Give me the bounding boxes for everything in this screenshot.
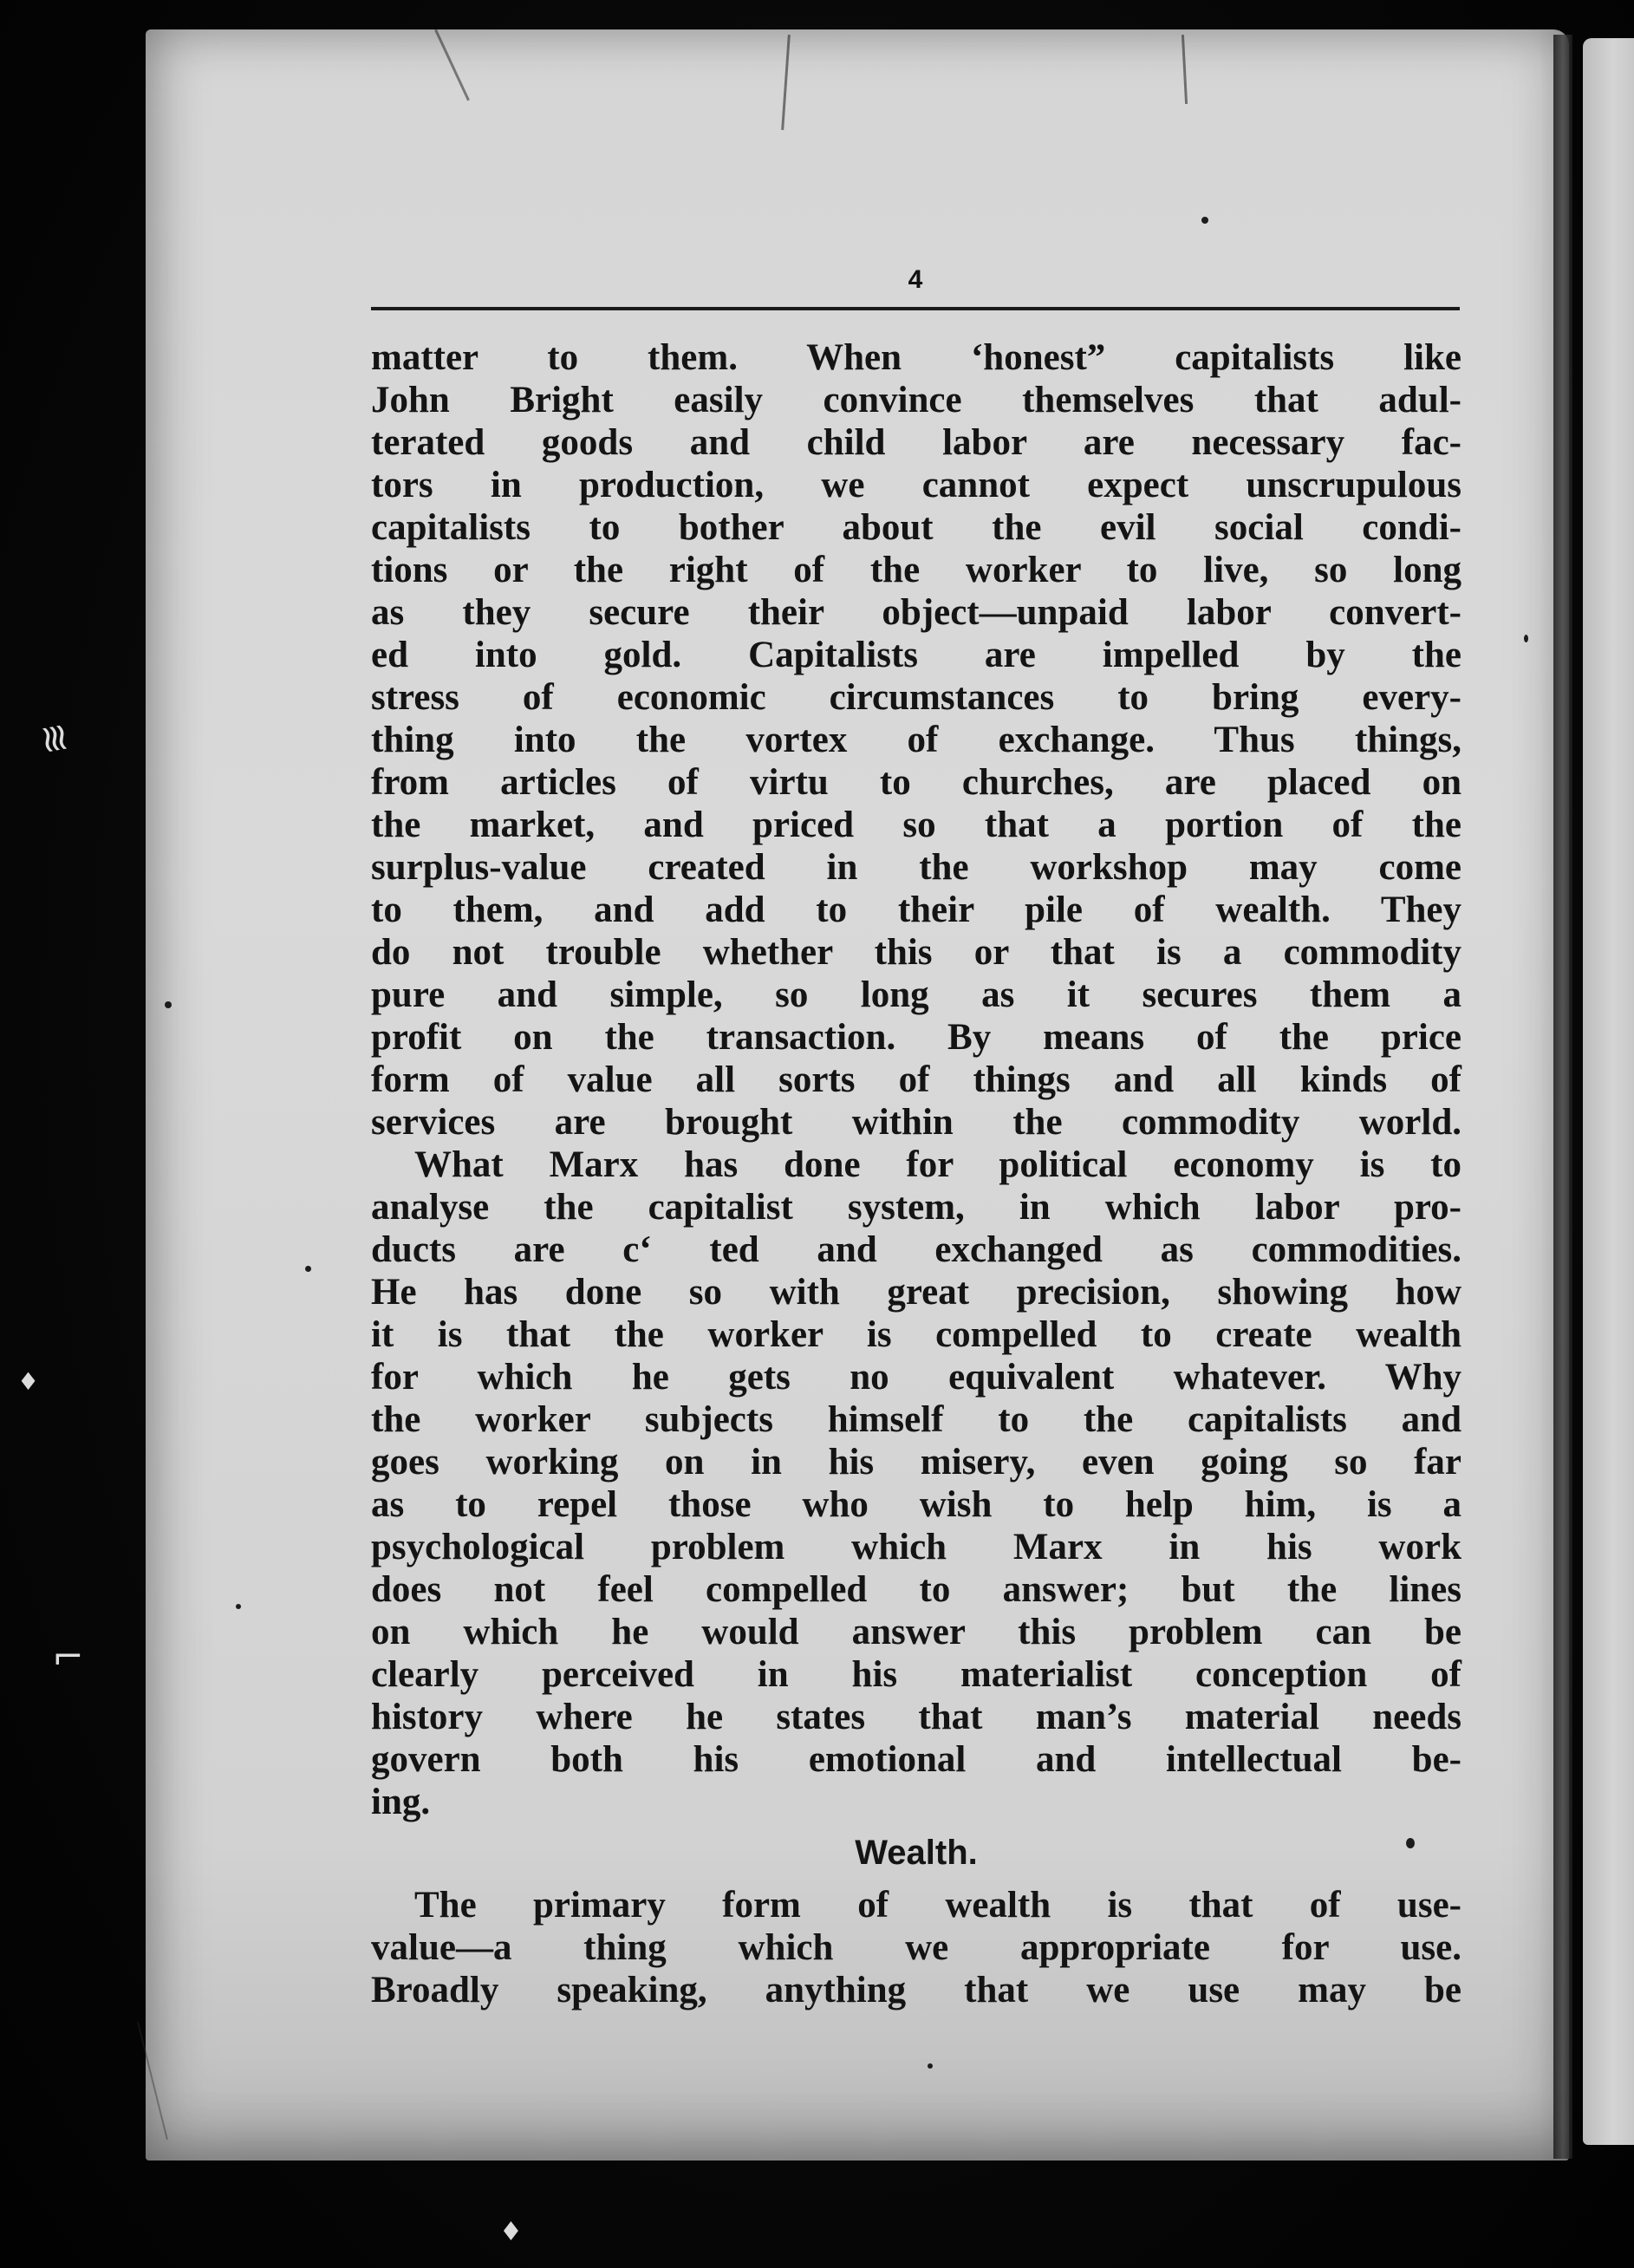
- text-line: analyse the capitalist system, in which labor pro-: [371, 1187, 1461, 1228]
- text-line: ed into gold. Capitalists are impelled by the: [371, 635, 1461, 675]
- dust-speck: [165, 1001, 172, 1008]
- text-line: matter to them. When ‘honest” capitalists like: [371, 337, 1461, 378]
- text-line: as to repel those who wish to help him, is a: [371, 1484, 1461, 1525]
- text-line: services are brought within the commodity world.: [371, 1102, 1461, 1143]
- text-line: ing.: [371, 1782, 431, 1822]
- text-line: thing into the vortex of exchange. Thus things,: [371, 720, 1461, 760]
- margin-scribble-icon: ⌐: [52, 1635, 84, 1679]
- dust-speck: [928, 2063, 933, 2069]
- header-rule: [371, 307, 1460, 310]
- dust-speck: [1201, 217, 1208, 224]
- text-line: Broadly speaking, anything that we use may be: [371, 1970, 1461, 2011]
- text-line: tors in production, we cannot expect unscrupulous: [371, 465, 1461, 505]
- text-line: the market, and priced so that a portion of the: [371, 805, 1461, 845]
- text-line: as they secure their object—unpaid labor convert-: [371, 592, 1461, 633]
- text-line: from articles of virtu to churches, are placed on: [371, 762, 1461, 803]
- dust-speck: [305, 1266, 311, 1272]
- text-line: the worker subjects himself to the capitalists and: [371, 1399, 1461, 1440]
- paragraph: [371, 1144, 1461, 1823]
- margin-scribble-icon: ≋: [29, 719, 80, 759]
- text-line: The primary form of wealth is that of use-: [414, 1885, 1461, 1926]
- text-line: ducts are cʻ ted and exchanged as commodities.: [371, 1229, 1461, 1270]
- text-line: govern both his emotional and intellectual be-: [371, 1739, 1461, 1780]
- text-line: psychological problem which Marx in his work: [371, 1527, 1461, 1567]
- paragraph: [371, 336, 1461, 1144]
- text-line: capitalists to bother about the evil social condi-: [371, 507, 1461, 548]
- margin-dot-icon: ♦: [17, 1367, 40, 1396]
- text-line: it is that the worker is compelled to create wealth: [371, 1314, 1461, 1355]
- text-line: value—a thing which we appropriate for use.: [371, 1927, 1461, 1968]
- text-line: clearly perceived in his materialist conception of: [371, 1654, 1461, 1695]
- adjacent-page-edge: [1583, 38, 1634, 2145]
- text-line: history where he states that man’s material needs: [371, 1697, 1461, 1737]
- section-heading: Wealth.: [855, 1834, 978, 1872]
- text-line: form of value all sorts of things and all kinds of: [371, 1059, 1461, 1100]
- margin-dot-icon: ♦: [499, 2217, 523, 2247]
- text-line: surplus-value created in the workshop may come: [371, 847, 1461, 888]
- text-line: stress of economic circumstances to bring every-: [371, 677, 1461, 718]
- text-line: do not trouble whether this or that is a commodity: [371, 932, 1461, 973]
- text-line: pure and simple, so long as it secures them a: [371, 974, 1461, 1015]
- text-line: terated goods and child labor are necessary fac-: [371, 422, 1461, 463]
- page-gutter-shadow: [1553, 35, 1572, 2159]
- text-line: profit on the transaction. By means of the price: [371, 1017, 1461, 1058]
- text-line: He has done so with great precision, showing how: [371, 1272, 1461, 1313]
- text-line: on which he would answer this problem can be: [371, 1612, 1461, 1652]
- text-line: tions or the right of the worker to live, so long: [371, 550, 1461, 590]
- page-number: 4: [908, 265, 923, 294]
- text-line: John Bright easily convince themselves that adul-: [371, 380, 1461, 420]
- page-header: [371, 260, 1460, 312]
- text-line: What Marx has done for political economy is to: [414, 1144, 1461, 1185]
- dust-speck: [236, 1604, 241, 1609]
- text-line: for which he gets no equivalent whatever. Why: [371, 1357, 1461, 1398]
- body-text: [371, 336, 1461, 2011]
- text-line: goes working on in his misery, even going so far: [371, 1442, 1461, 1483]
- paragraph: [371, 1884, 1461, 2011]
- dust-speck: [1524, 635, 1528, 642]
- text-line: to them, and add to their pile of wealth. They: [371, 890, 1461, 930]
- text-line: does not feel compelled to answer; but the lines: [371, 1569, 1461, 1610]
